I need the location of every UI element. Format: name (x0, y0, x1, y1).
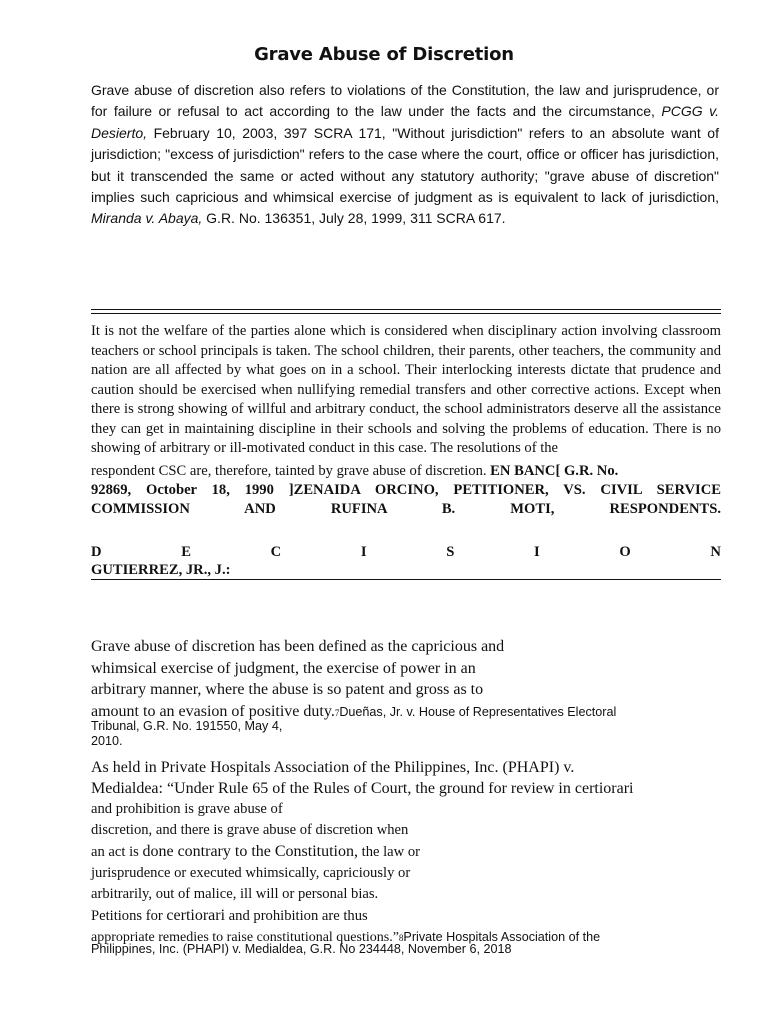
decision-letter: S (446, 544, 455, 560)
body-tail: respondent CSC are, therefore, tainted by grave abuse of discretion. (91, 462, 491, 479)
emphasis-text: done contrary to the Constitution, (142, 843, 358, 860)
decision-letter: O (619, 544, 631, 560)
text-line: whimsical exercise of judgment, the exercise of power in an (91, 659, 476, 677)
case-heading-3: COMMISSION AND RUFINA B. MOTI, RESPONDENTS. (91, 500, 721, 517)
decision-letter: I (360, 544, 367, 560)
citation-phapi: Private Hospitals Association of the (403, 930, 601, 944)
text-line: and prohibition is grave abuse of (91, 801, 283, 817)
text-line: arbitrarily, out of malice, ill will or personal bias. (91, 886, 379, 902)
term-certiorari: certiorari (574, 780, 634, 797)
citation-phapi-continued: Philippines, Inc. (PHAPI) v. Medialdea, G.R. No 234448, November 6, 2018 (91, 942, 512, 956)
divider-top (91, 309, 721, 310)
text-line: Medialdea: “Under Rule 65 of the Rules of Court, the ground for review in certiorari (91, 780, 634, 797)
footnote-marker: 7 (334, 707, 340, 718)
citation-line: 2010. (91, 734, 123, 748)
text-line: Grave abuse of discretion has been defined as the capricious and (91, 638, 505, 655)
term-certiorari: certiorari (166, 907, 226, 924)
text-segment: Grave abuse of discretion also refers to violations of the Constitution, the law and jurisprudence, or for failure or refusal to act according to the law under the facts and the circumstance, (91, 82, 719, 120)
case-heading-1: EN BANC[ G.R. No. (490, 462, 619, 479)
citation-dueñas: Dueñas, Jr. v. House of Representatives Electoral (339, 704, 617, 719)
decision-letter: N (710, 544, 721, 560)
text-line: amount to an evasion of positive duty.7Dueñas, Jr. v. House of Representatives Electoral (91, 702, 617, 720)
decision-letter: I (534, 544, 540, 560)
decision-letter: E (181, 544, 191, 560)
paragraph-phapi (91, 757, 731, 949)
text-segment: G.R. No. 136351, July 28, 1999, 311 SCRA 617. (202, 210, 506, 227)
text-line: discretion, and there is grave abuse of discretion when (91, 822, 409, 838)
case-heading-2: 92869, October 18, 1990 ]ZENAIDA ORCINO, PETITIONER, VS. CIVIL SERVICE (91, 482, 721, 498)
text-line: Petitions for certiorari and prohibition are thus (91, 907, 368, 924)
case-citation: PCGG v. Desierto, (91, 103, 719, 141)
text-line: As held in Private Hospitals Association of the Philippines, Inc. (PHAPI) v. (91, 759, 575, 776)
text-line: arbitrary manner, where the abuse is so patent and gross as to (91, 681, 484, 698)
text-line: appropriate remedies to raise constitutional questions.”8Private Hospitals Association of the (91, 930, 601, 945)
text-line: jurisprudence or executed whimsically, capriciously or (91, 865, 411, 881)
paragraph-orcino-case (91, 322, 721, 519)
justice-name: GUTIERREZ, JR., J.: (91, 562, 231, 578)
divider-single (91, 579, 721, 580)
citation-block (91, 719, 711, 749)
divider-bottom (91, 313, 721, 314)
body-text: It is not the welfare of the parties alone which is considered when disciplinary action involving classroom teachers or school principals is taken. The school children, their parents, other teachers, the community and nation are all affected by what goes on in a school. Their interlocking interests dictate that prudence and caution should be exercised when nullifying remedial transfers and other corrective actions. Except when there is strong showing of willful and arbitrary conduct, the school administrators deserve all the assistance they can get in maintaining discipline in their schools and solving the problems of education. There is no showing of arbitrary or ill-motivated conduct in this case. The resolutions of the (91, 323, 721, 456)
decision-letter: C (270, 544, 282, 560)
case-citation: Miranda v. Abaya, (91, 210, 203, 227)
decision-letter: D (91, 544, 102, 560)
text-line: an act is done contrary to the Constitution, the law or (91, 843, 421, 860)
decision-heading (91, 544, 721, 561)
paragraph-without-jurisdiction (91, 80, 719, 230)
citation-line: Tribunal, G.R. No. 191550, May 4, (91, 719, 283, 733)
page-title: Grave Abuse of Discretion (254, 44, 514, 65)
paragraph-definition (91, 636, 721, 724)
text-segment: February 10, 2003, 397 SCRA 171, "Without jurisdiction" refers to an absolute want of jurisdiction; "excess of jurisdiction" refers to the case where the court, office or officer has jurisdiction, but it transcended the same or acted without any statutory authority; "grave abuse of discretion" implies such capricious and whimsical exercise of judgment as is equivalent to lack of jurisdiction, (91, 124, 719, 206)
footnote-marker: 8 (398, 933, 404, 943)
